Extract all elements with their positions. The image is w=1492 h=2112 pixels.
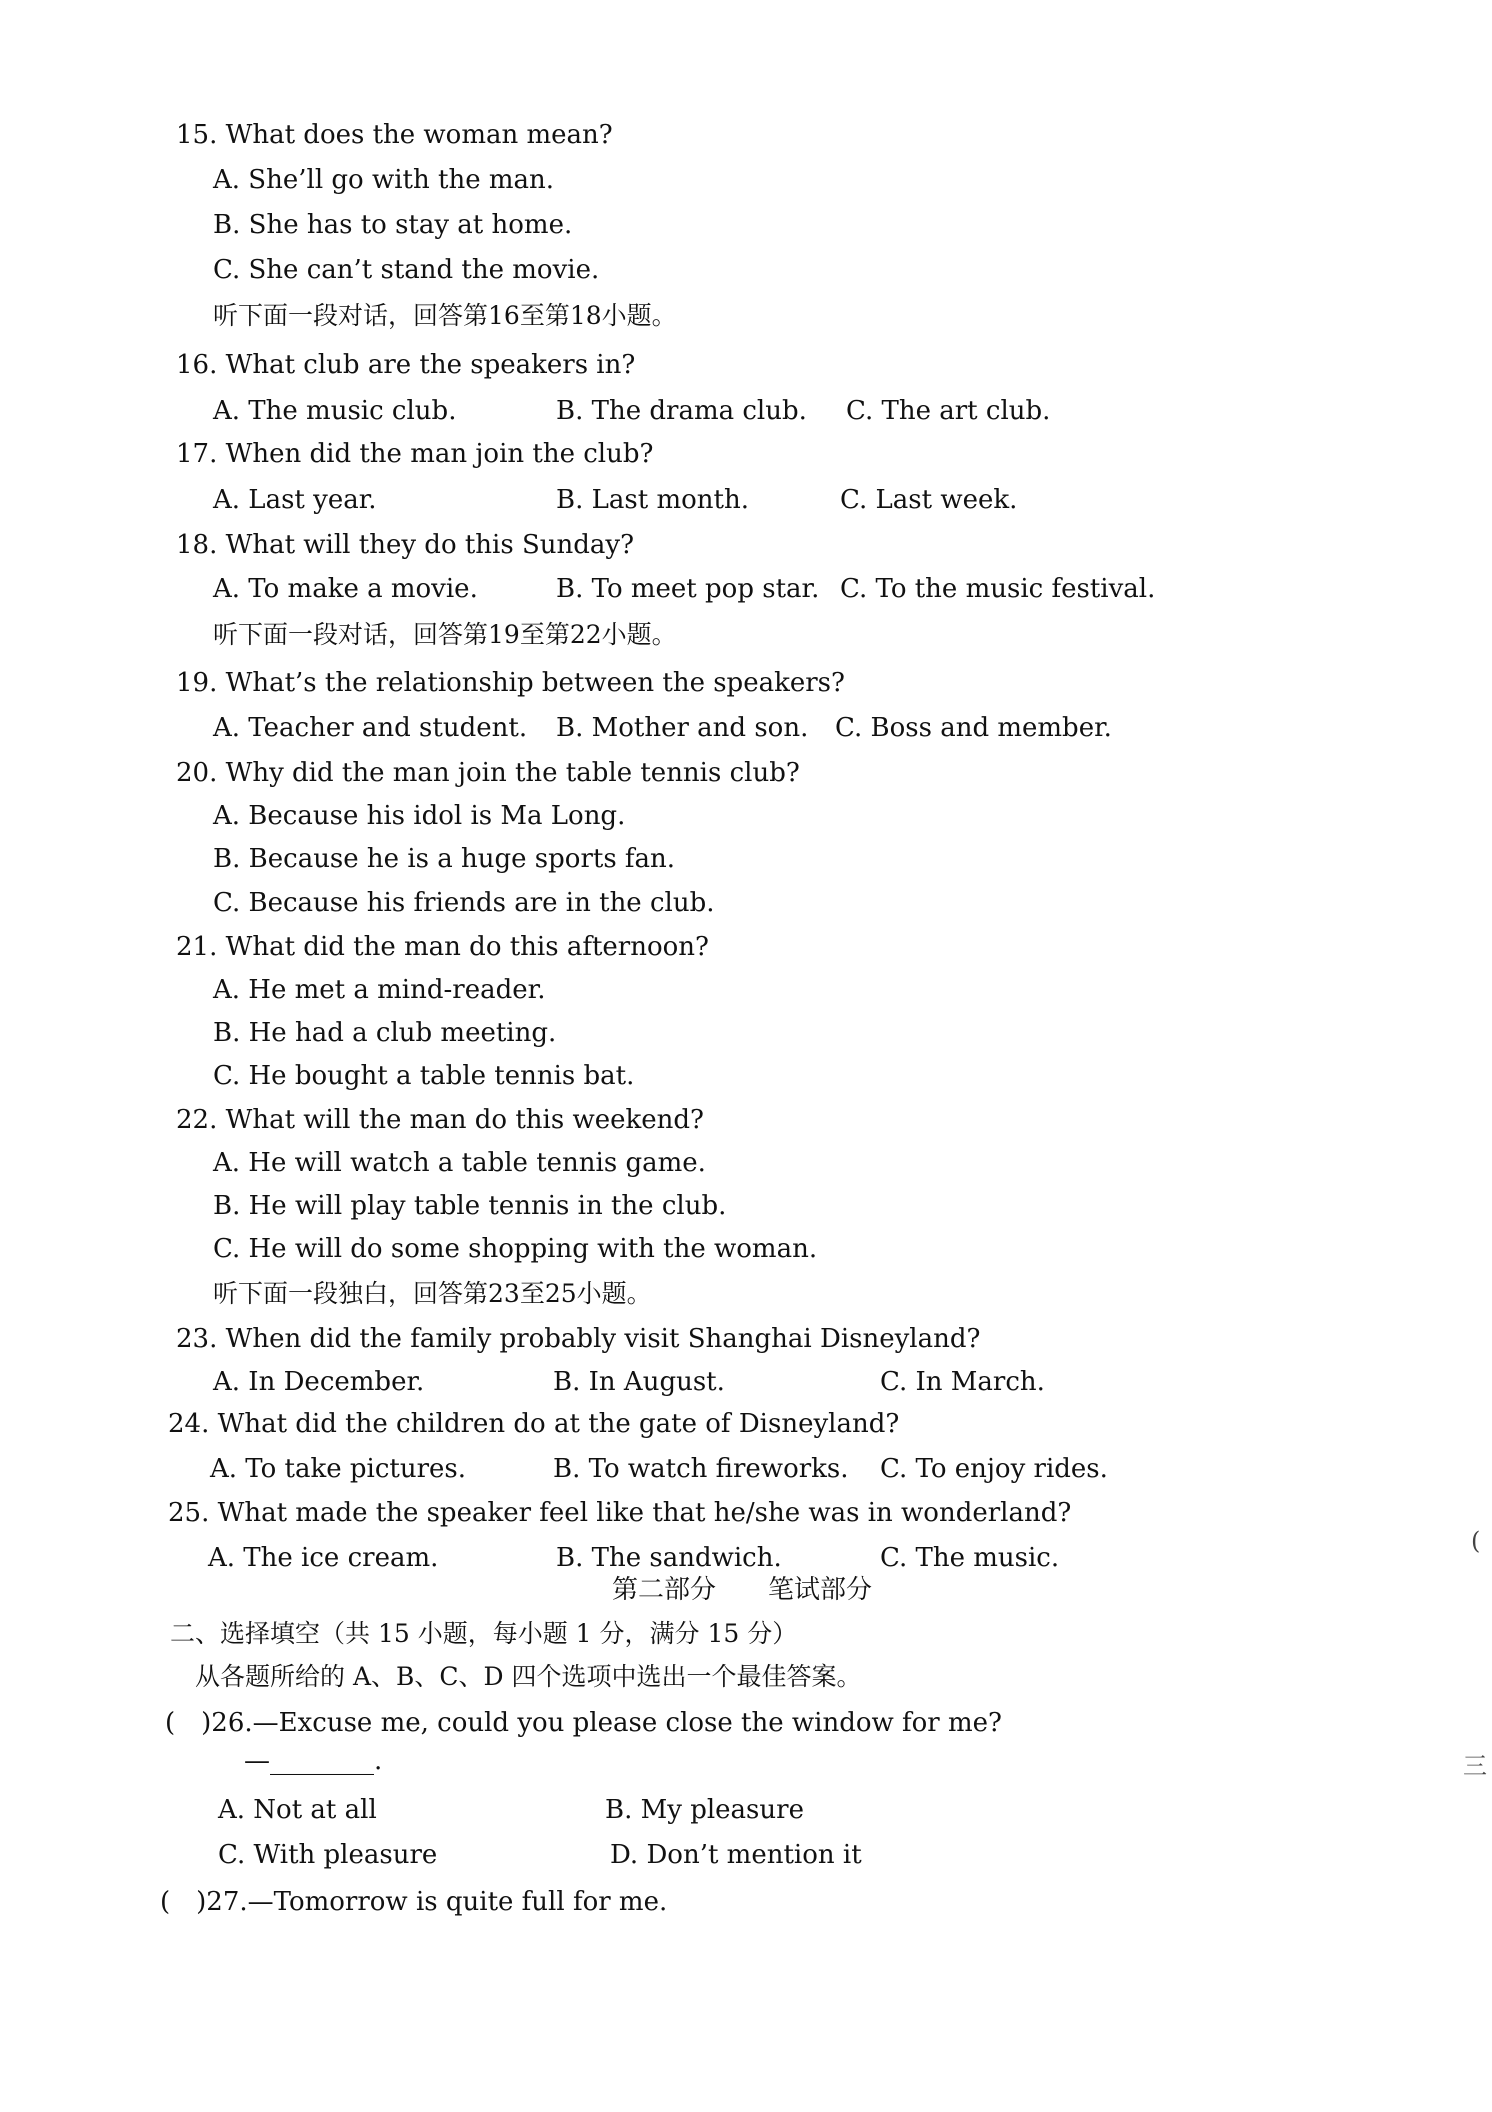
question-26-prompt: ( )26.—Excuse me, could you please close the window for me? — [165, 1708, 1002, 1738]
q25-option-c: C. The music. — [880, 1543, 1060, 1573]
question-21: 21. What did the man do this afternoon? — [176, 932, 709, 962]
question-27-prompt: ( )27.—Tomorrow is quite full for me. — [160, 1887, 668, 1917]
q24-option-c: C. To enjoy rides. — [880, 1454, 1108, 1484]
q16-option-b: B. The drama club. — [556, 396, 807, 426]
q17-option-b: B. Last month. — [556, 485, 749, 515]
q21-option-c: C. He bought a table tennis bat. — [213, 1061, 635, 1091]
q16-option-a: A. The music club. — [213, 396, 457, 426]
section-instruction: 从各题所给的 A、B、C、D 四个选项中选出一个最佳答案。 — [195, 1662, 862, 1691]
q25-option-a: A. The ice cream. — [208, 1543, 439, 1573]
q20-option-a: A. Because his idol is Ma Long. — [213, 801, 626, 831]
instruction-23-25: 听下面一段独白，回答第23至25小题。 — [213, 1279, 652, 1308]
instruction-19-22: 听下面一段对话，回答第19至第22小题。 — [213, 620, 677, 649]
q17-option-c: C. Last week. — [840, 485, 1018, 515]
q22-option-b: B. He will play table tennis in the club. — [213, 1191, 727, 1221]
q24-option-a: A. To take pictures. — [210, 1454, 467, 1484]
q25-option-b: B. The sandwich. — [556, 1543, 782, 1573]
q22-option-c: C. He will do some shopping with the woman. — [213, 1234, 818, 1264]
q23-option-a: A. In December. — [213, 1367, 425, 1397]
q20-option-b: B. Because he is a huge sports fan. — [213, 844, 676, 874]
margin-three-mark: 三 — [1463, 1752, 1487, 1780]
q18-option-c: C. To the music festival. — [840, 574, 1156, 604]
question-17: 17. When did the man join the club? — [176, 439, 654, 469]
q15-option-b: B. She has to stay at home. — [213, 210, 573, 240]
question-15: 15. What does the woman mean? — [176, 120, 613, 150]
q24-option-b: B. To watch fireworks. — [553, 1454, 849, 1484]
q17-option-a: A. Last year. — [213, 485, 377, 515]
question-22: 22. What will the man do this weekend? — [176, 1105, 704, 1135]
question-20: 20. Why did the man join the table tennis club? — [176, 758, 800, 788]
q15-option-c: C. She can’t stand the movie. — [213, 255, 600, 285]
question-26-reply-blank: —________. — [244, 1746, 383, 1776]
section-heading: 二、选择填空（共 15 小题，每小题 1 分，满分 15 分） — [170, 1619, 798, 1648]
question-23: 23. When did the family probably visit Shanghai Disneyland? — [176, 1324, 981, 1354]
q26-option-d: D. Don’t mention it — [610, 1840, 862, 1870]
question-24: 24. What did the children do at the gate of Disneyland? — [168, 1409, 900, 1439]
q21-option-a: A. He met a mind-reader. — [213, 975, 546, 1005]
q18-option-a: A. To make a movie. — [213, 574, 478, 604]
q21-option-b: B. He had a club meeting. — [213, 1018, 557, 1048]
q16-option-c: C. The art club. — [846, 396, 1051, 426]
question-18: 18. What will they do this Sunday? — [176, 530, 635, 560]
q26-option-a: A. Not at all — [218, 1795, 377, 1825]
q19-option-c: C. Boss and member. — [835, 713, 1112, 743]
q23-option-b: B. In August. — [553, 1367, 725, 1397]
instruction-16-18: 听下面一段对话，回答第16至第18小题。 — [213, 301, 677, 330]
question-19: 19. What’s the relationship between the speakers? — [176, 668, 845, 698]
q26-option-b: B. My pleasure — [605, 1795, 804, 1825]
q19-option-b: B. Mother and son. — [556, 713, 809, 743]
question-16: 16. What club are the speakers in? — [176, 350, 636, 380]
q26-option-c: C. With pleasure — [218, 1840, 438, 1870]
question-25: 25. What made the speaker feel like that he/she was in wonderland? — [168, 1498, 1072, 1528]
q15-option-a: A. She’ll go with the man. — [213, 165, 555, 195]
q22-option-a: A. He will watch a table tennis game. — [213, 1148, 706, 1178]
q18-option-b: B. To meet pop star. — [556, 574, 820, 604]
part2-title: 第二部分 笔试部分 — [612, 1575, 873, 1605]
q23-option-c: C. In March. — [880, 1367, 1045, 1397]
margin-paren-mark: ( — [1471, 1527, 1481, 1555]
q19-option-a: A. Teacher and student. — [213, 713, 528, 743]
q20-option-c: C. Because his friends are in the club. — [213, 888, 715, 918]
